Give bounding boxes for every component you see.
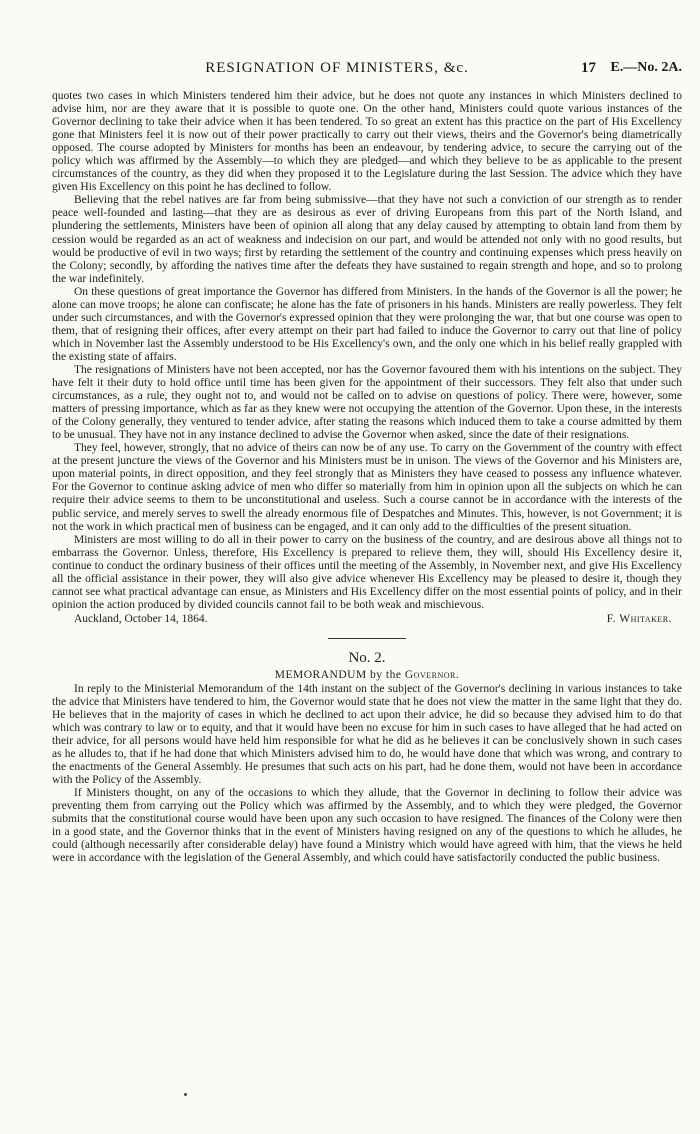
memorandum-2 bbox=[52, 649, 682, 866]
paragraph: They feel, however, strongly, that no advice of theirs can now be of any use. To carry on the Government of the country with effect at the present juncture the views of the Governor and his Ministers must be in unison. The views of the Governor and his Ministers are, upon material points, in direct opposition, and they feel strongly that as Ministers they have ceased to possess any influence whatever. For the Governor to continue asking advice of men who differ so materially from him in opinion upon all the subjects on which he can require their advice seems to them to be unconstitutional and useless. Such a course cannot be in accordance with the interests of the public service, and merely serves to swell the already enormous file of Despatches and Minutes. This, however, is not Government; it is not the work in which practical men of business can be engaged, and it can only add to the difficulties of the present situation. bbox=[52, 442, 682, 533]
page-header bbox=[52, 60, 682, 82]
section-title bbox=[52, 668, 682, 682]
document-page bbox=[52, 0, 682, 1134]
body-text bbox=[52, 90, 682, 866]
section-title-prefix: MEMORANDUM by the bbox=[274, 668, 405, 681]
paragraph: The resignations of Ministers have not been accepted, nor has the Governor favoured them with his intentions on the subject. They have felt it their duty to hold office until time has been given for the appointment of their successors. They felt also that under such circumstances, as a rule, they ought not to, and would not be called on to advise on questions of policy. There were, however, some matters of pressing importance, which as far as they knew were not occupying the attention of the Governor. Upon these, in the interests of the Colony generally, they ventured to tender advice, after stating the reasons which induced them to take a course admitted by them to be unusual. They have not in any instance declined to advise the Governor when asked, since the date of their resignations. bbox=[52, 363, 682, 442]
memorandum-1 bbox=[52, 90, 682, 626]
section-divider bbox=[328, 638, 406, 639]
running-title: RESIGNATION OF MINISTERS, &c. bbox=[205, 60, 469, 76]
paragraph: If Ministers thought, on any of the occasions to which they allude, that the Governor in declining to follow their advice was preventing them from carrying out the Policy which was affirmed by the Assembly, and to which they were pledged, the Governor submits that the constitutional course would have been upon any such occasion to have resigned. The finances of the Colony were then in a good state, and the Governor thinks that in the event of Ministers having resigned on any of the questions to which he alludes, he could (although necessarily after considerable delay) have found a Ministry which would have agreed with him, that the views he held were in accordance with the legislation of the General Assembly, and which could have satisfactorily conducted the public business. bbox=[52, 787, 682, 865]
document-reference: E.—No. 2A. bbox=[610, 60, 682, 75]
paragraph: Ministers are most willing to do all in their power to carry on the business of the country, and are desirous above all things not to embarrass the Governor. Unless, therefore, His Excellency is prepared to relieve them, they will, should His Excellency desire it, continue to conduct the ordinary business of their offices until the meeting of the Assembly, in November next, and give His Excellency all the official assistance in their power, they will also give advice whenever His Excellency may be pleased to desire it, though they cannot see what practical advantage can ensue, as Ministers and His Excellency differ on the most essential points of policy, and in their opinion the action produced by divided councils cannot fail to be both weak and mischievous. bbox=[52, 533, 682, 611]
section-number: No. 2. bbox=[348, 649, 386, 666]
paragraph: On these questions of great importance the Governor has differed from Ministers. In the hands of the Governor is all the power; he alone can move troops; he alone can confiscate; he alone has the fate of prisoners in his hands. Ministers are really powerless. They felt under such circumstances, and with the Governor's expressed opinion that they were prolonging the war, that but one course was open to them, that of resigning their offices, after every attempt on their part had failed to induce the Governor to carry out that line of policy which in November last the Assembly understood to be His Excellency's own, and the only one which in his belief really grappled with the existing state of affairs. bbox=[52, 285, 682, 363]
paragraph: Believing that the rebel natives are far from being submissive—that they have not such a conviction of our strength as to render peace well-founded and lasting—that they are as desirous as ever of driving Europeans from this part of the North Island, and plundering the settlements, Ministers have been of opinion all along that any delay caused by attempting to obtain land from them by cession would be regarded as an act of weakness and indecision on our part, and would be attended not only with no good results, but would be productive of evil in two ways; first by retarding the settlement of the country and continuing expenses which press heavily on the Colony; secondly, by affording the natives time after the defeats they have sustained to regain strength and hope, and so to prolong the war indefinitely. bbox=[52, 194, 682, 285]
place-date: Auckland, October 14, 1864. bbox=[74, 612, 208, 625]
signature: F. Whitaker. bbox=[606, 612, 672, 625]
signoff bbox=[52, 612, 682, 626]
print-speck bbox=[184, 1093, 187, 1096]
page-number: 17 bbox=[581, 60, 596, 76]
paragraph: quotes two cases in which Ministers tendered him their advice, but he does not quote any instances in which Ministers declined to advise him, nor are they aware that it is possible to quote one. On the other hand, Ministers could quote various instances of the Governor declining to take their advice when it has been tendered. To so great an extent has this practice on the part of His Excellency gone that Ministers feel it is now out of their power practically to carry out their views, theirs and the Governor's being diametrically opposed. The course adopted by Ministers for months has been an endeavour, by tendering advice, to secure the carrying out of the policy which was affirmed by the Assembly—to which they are pledged—and which they believe to be as applicable to the present circumstances of the country, as they did when they proposed it to the Legislature during the last Session. The advice which they have given His Excellency on this point he has declined to follow. bbox=[52, 90, 682, 194]
section-title-author: Governor. bbox=[404, 668, 460, 681]
paragraph: In reply to the Ministerial Memorandum of the 14th instant on the subject of the Governor's declining in various instances to take the advice that Ministers have tendered to him, the Governor would state that he does not view the matter in the same light that they do. He believes that in the majority of cases in which he declined to act upon their advice, he did so because they advised him to do that which was contrary to law or to equity, and that it would have been no excuse for him in such cases to have alleged that he had acted on their advice, for all persons would have held him responsible for what he did as he believes it can be conclusively shown in such cases as he alludes to, that if he had done that which Ministers advised him to do, he would have done that which was wrong, and contrary to the enactments of the General Assembly. He presumes that such acts on his part, had he done them, would not have been in accordance with the Policy of the Assembly. bbox=[52, 682, 682, 787]
